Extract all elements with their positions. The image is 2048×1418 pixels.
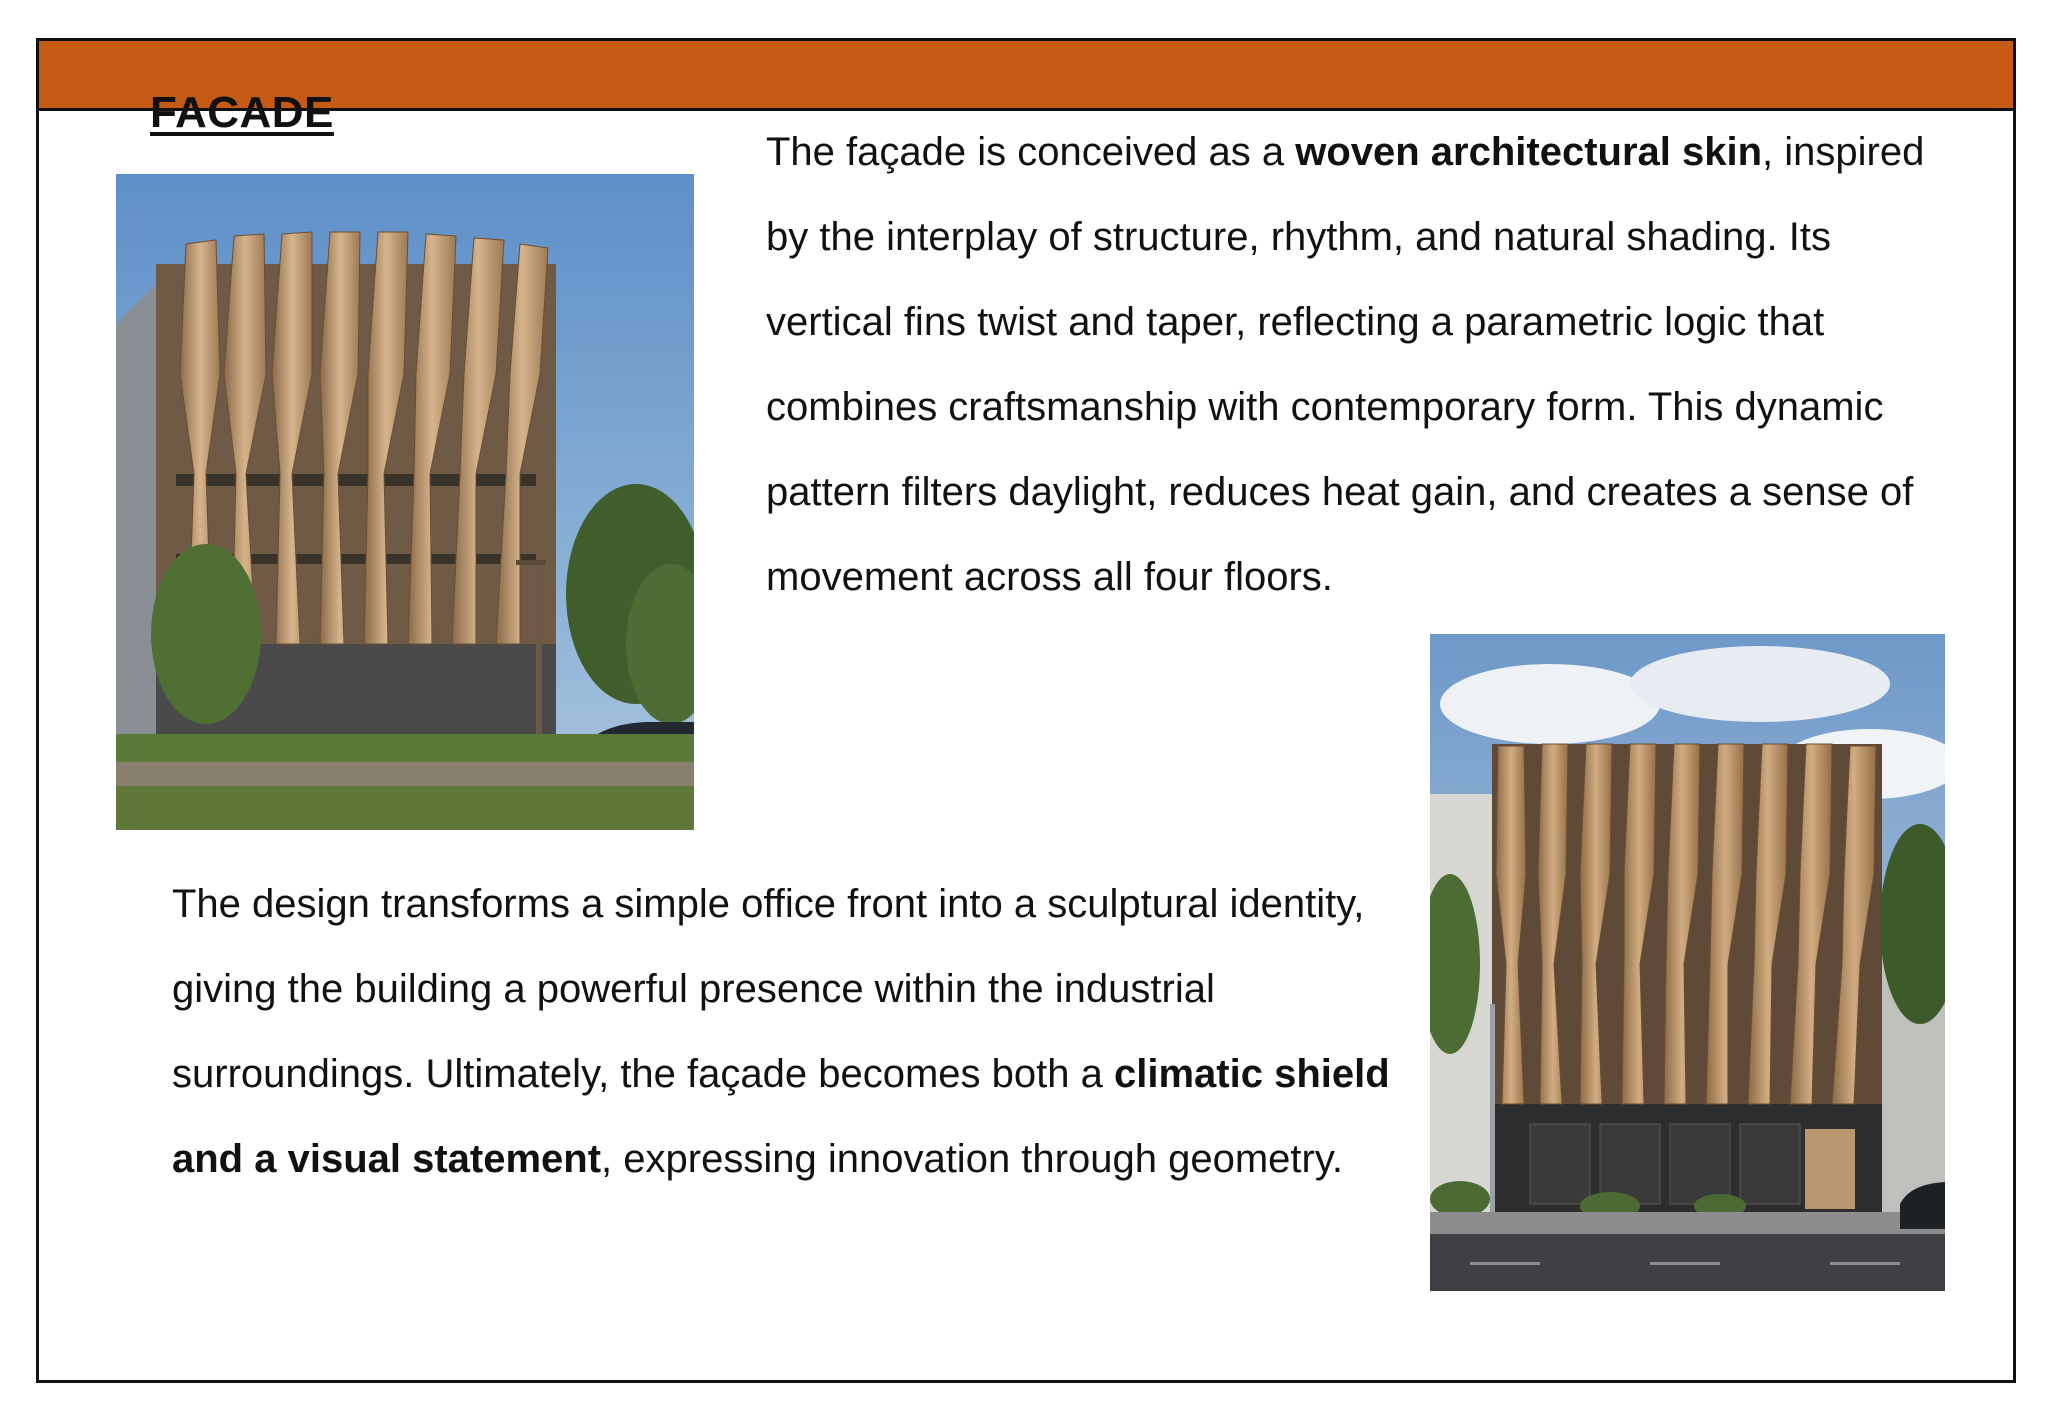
highlight-climatic-shield: climatic shield and a visual statement [172, 1052, 1390, 1181]
page-title: FACADE [150, 88, 334, 137]
facade-render-perspective-image [116, 174, 694, 830]
description-paragraph-2: The design transforms a simple office front into a sculptural identity, giving the building a powerful presence within the industrial surroundings. Ultimately, the façade becomes both a climatic shield and a visual statement, expressing innovation through geometry. [172, 882, 1390, 1181]
highlight-woven-skin: woven architectural skin [1295, 130, 1763, 174]
facade-render-front-image [1430, 634, 1945, 1291]
description-paragraph-1: The façade is conceived as a woven architectural skin, inspired by the interplay of structure, rhythm, and natural shading. Its vertical fins twist and taper, reflecting a parametric logic that combines craftsmanship with contemporary form. This dynamic pattern filters daylight, reduces heat gain, and creates a sense of movement across all four floors. [766, 130, 1925, 599]
header-bar [39, 41, 2013, 111]
